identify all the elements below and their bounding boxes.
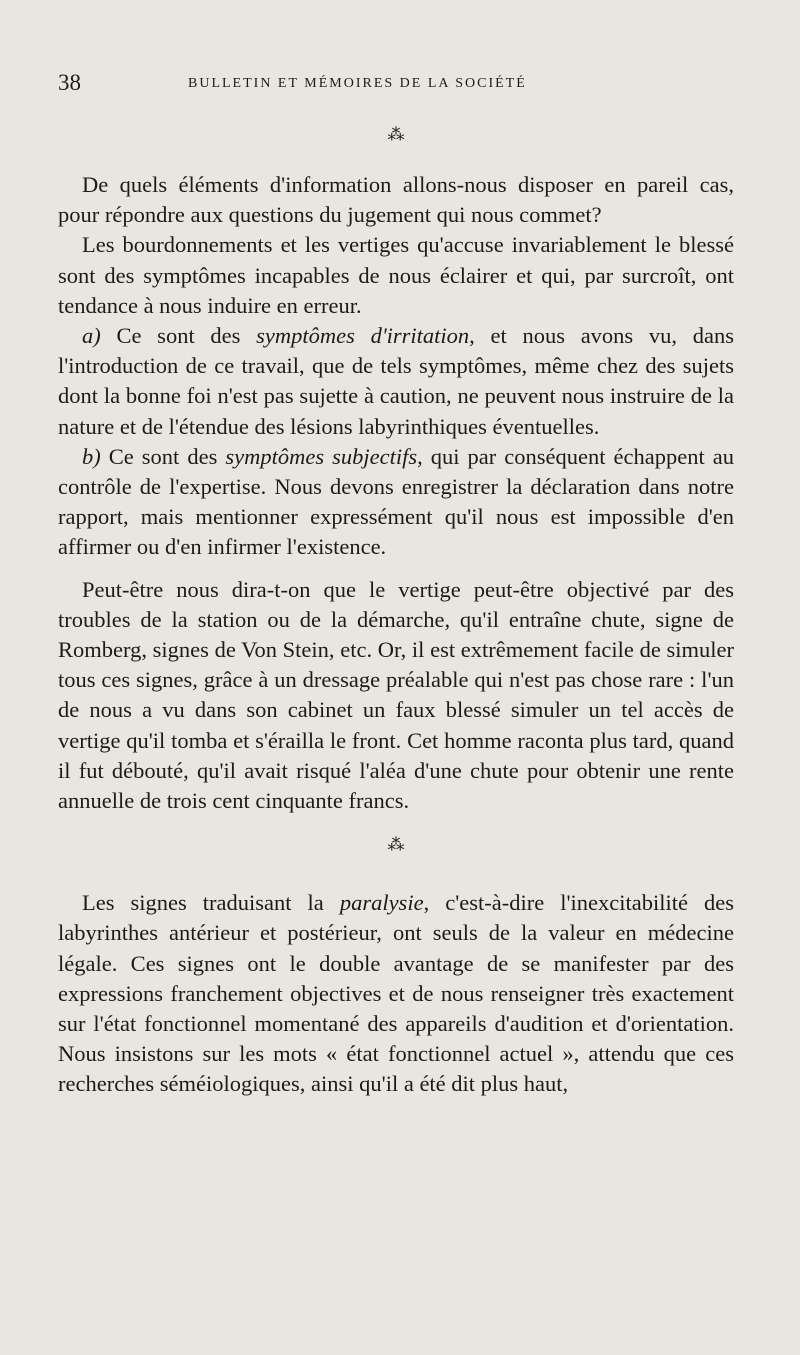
paragraph-5: Peut-être nous dira-t-on que le vertige peut-être objectivé par des troubles de la station ou de la démarche, qu'il entraîne chute, signe de Romberg, signes de Von Stein, etc. Or, il est extrêmement facile de simuler tous ces signes, grâce à un dressage préalable qui n'est pas chose rare : l'un de nous a vu dans son cabinet un faux blessé simuler un tel accès de vertige qu'il tomba et s'érailla le front. Cet homme raconta plus tard, quand il fut débouté, qu'il avait risqué l'aléa d'une chute pour obtenir une rente annuelle de trois cent cinquante francs. [58,576,734,814]
paragraph-3-part-b: , et nous avons vu, dans l'introduction de ce travail, que de tels symptômes, même chez des sujets dont la bonne foi n'est pas sujette à caution, ne peuvent nous instruire de la nature et de l'étendue des lésions labyrinthiques éventuelles. [58,323,734,439]
body-text [58,125,735,1100]
paragraph-1: De quels éléments d'information allons-nous disposer en pareil cas, pour répondre aux questions du jugement qui nous commet? [58,172,734,228]
asterism-glyph-2: ⁂ [387,835,405,855]
asterism-glyph: ⁂ [387,125,405,144]
running-title: BULLETIN ET MÉMOIRES DE LA SOCIÉTÉ [188,76,527,91]
item-label-a: a) [82,323,101,349]
page-header [58,70,734,100]
paragraph-2: Les bourdonnements et les vertiges qu'accuse invariablement le blessé sont des symptômes incapables de nous éclairer et qui, par surcroît, ont tendance à nous induire en erreur. [58,232,734,318]
paragraph-6-part-a: Les signes traduisant la [82,890,340,916]
paragraph-6-part-b: , c'est-à-dire l'inexcitabilité des labyrinthes antérieur et postérieur, ont seuls de la valeur en médecine légale. Ces signes ont le double avantage de se manifester par des expressions franchement objectives et de nous renseigner très exactement sur l'état fonctionnel momentané des appareils d'audition et d'orientation. Nous insistons sur les mots « état fonctionnel actuel », attendu que ces recherches séméiologiques, ainsi qu'il a été dit plus haut, [58,890,735,1097]
paragraph-4-part-a: Ce sont des [100,443,226,469]
paragraph-6-emphasis: paralysie [339,890,424,916]
paragraph-4 [58,442,734,563]
paragraph-6 [58,888,734,1099]
paragraph-4-emphasis: symptômes subjectifs [225,443,418,469]
paragraph-3 [58,321,734,442]
paragraph-3-emphasis: symptômes d'irritation [256,323,470,349]
page-number: 38 [58,70,81,95]
paragraph-4-part-b: , qui par conséquent échappent au contrôle de l'expertise. Nous devons enregistrer la déclaration dans notre rapport, mais mentionner expressément qu'il nous est impossible d'en affirmer ou d'en infirmer l'existence. [58,443,734,560]
section-asterism [58,125,734,158]
paragraph-3-part-a: Ce sont des [100,323,257,349]
item-label-b: b) [82,443,101,469]
section-asterism-2 [58,835,734,868]
